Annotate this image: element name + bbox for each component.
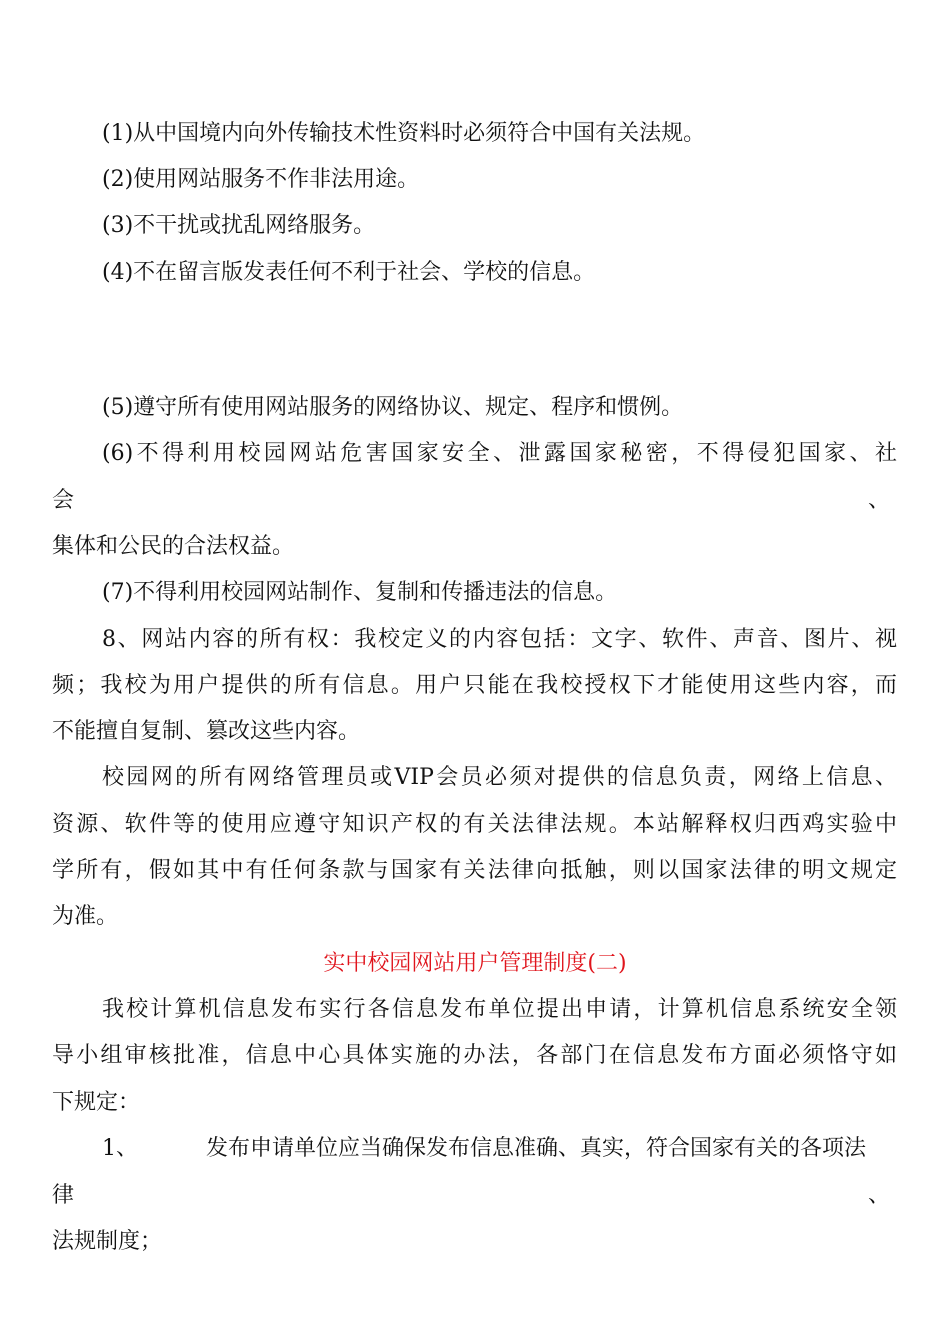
regulation-item-1-end: 法规制度； (52, 1229, 163, 1254)
clause-2: (2)使用网站服务不作非法用途。 (102, 167, 420, 192)
clause-6-mark: 、 (867, 488, 890, 513)
ownership-paragraph-line-3: 不能擅自复制、篡改这些内容。 (52, 719, 361, 744)
regulation-item-1-mark: 、 (867, 1183, 890, 1208)
regulation-item-1-continued: 律 (52, 1183, 75, 1208)
clause-7: (7)不得利用校园网站制作、复制和传播违法的信息。 (102, 580, 618, 605)
clause-1: (1)从中国境内向外传输技术性资料时必须符合中国有关法规。 (102, 121, 706, 146)
clause-6-end: 集体和公民的合法权益。 (52, 534, 295, 559)
ownership-paragraph-line-1: 8、网站内容的所有权：我校定义的内容包括：文字、软件、声音、图片、视 (102, 627, 897, 652)
ownership-paragraph-line-2: 频；我校为用户提供的所有信息。用户只能在我校授权下才能使用这些内容，而 (52, 673, 897, 698)
admin-paragraph-line-2: 资源、软件等的使用应遵守知识产权的有关法律法规。本站解释权归西鸡实验中 (52, 812, 897, 837)
admin-paragraph-line-1: 校园网的所有网络管理员或VIP会员必须对提供的信息负责，网络上信息、 (102, 765, 897, 790)
regulation-item-1-text: 发布申请单位应当确保发布信息准确、真实，符合国家有关的各项法 (206, 1136, 867, 1161)
clause-4: (4)不在留言版发表任何不利于社会、学校的信息。 (102, 260, 596, 285)
regulation-item-1-number: 1、 (102, 1136, 138, 1161)
clause-5: (5)遵守所有使用网站服务的网络协议、规定、程序和惯例。 (102, 395, 684, 420)
admin-paragraph-line-3: 学所有，假如其中有任何条款与国家有关法律向抵触，则以国家法律的明文规定 (52, 858, 897, 883)
admin-paragraph-line-4: 为准。 (52, 904, 119, 929)
regulation-intro-line-2: 导小组审核批准，信息中心具体实施的办法，各部门在信息发布方面必须恪守如 (52, 1043, 897, 1068)
clause-3: (3)不干扰或扰乱网络服务。 (102, 213, 376, 238)
regulation-intro-line-3: 下规定： (52, 1090, 141, 1115)
regulation-item-1 (102, 1134, 897, 1164)
section-heading: 实中校园网站用户管理制度(二) (323, 951, 627, 976)
clause-6: (6)不得利用校园网站危害国家安全、泄露国家秘密，不得侵犯国家、社 (102, 441, 897, 466)
regulation-intro-line-1: 我校计算机信息发布实行各信息发布单位提出申请，计算机信息系统安全领 (102, 997, 897, 1022)
clause-6-continued: 会 (52, 488, 75, 513)
